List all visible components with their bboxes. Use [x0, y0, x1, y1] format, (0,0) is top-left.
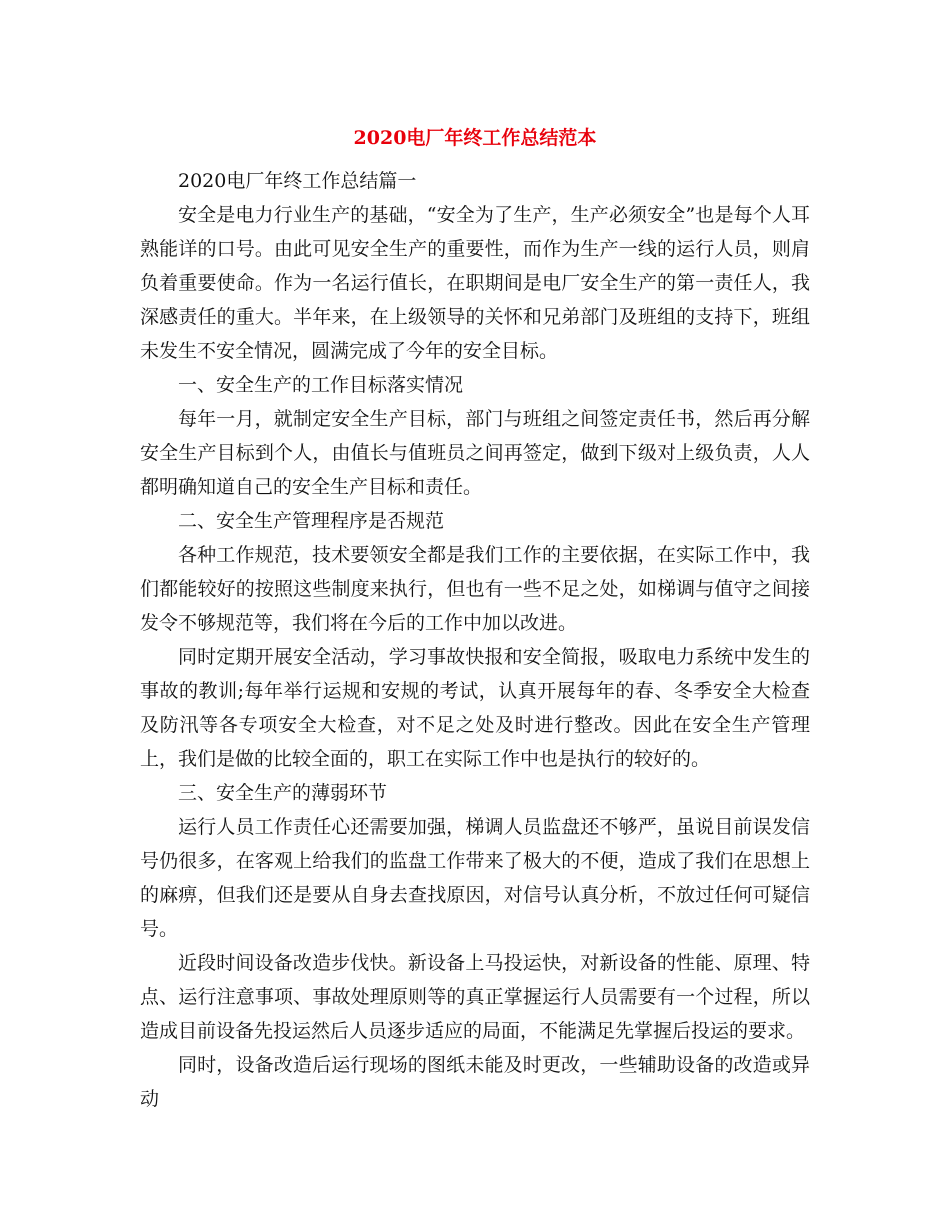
section-heading: 2020电厂年终工作总结篇一 [178, 170, 417, 192]
paragraph: 各种工作规范，技术要领安全都是我们工作的主要依据，在实际工作中，我们都能较好的按照这些制度来执行，但也有一些不足之处，如梯调与值守之间接发令不够规范等，我们将在今后的工作中加以改进。 [140, 544, 810, 634]
paragraph: 近段时间设备改造步伐快。新设备上马投运快，对新设备的性能、原理、特点、运行注意事项、事故处理原则等的真正掌握运行人员需要有一个过程，所以造成目前设备先投运然后人员逐步适应的局面，不能满足先掌握后投运的要求。 [140, 952, 810, 1042]
subsection-heading: 二、安全生产管理程序是否规范 [178, 510, 445, 532]
subsection-heading: 三、安全生产的薄弱环节 [178, 782, 388, 804]
paragraph: 同时，设备改造后运行现场的图纸未能及时更改，一些辅助设备的改造或异动 [140, 1054, 810, 1110]
paragraph: 每年一月，就制定安全生产目标，部门与班组之间签定责任书，然后再分解安全生产目标到个人，由值长与值班员之间再签定，做到下级对上级负责，人人都明确知道自己的安全生产目标和责任。 [140, 408, 810, 498]
document-title: 2020电厂年终工作总结范本 [353, 127, 597, 149]
paragraph: 同时定期开展安全活动，学习事故快报和安全简报，吸取电力系统中发生的事故的教训;每年举行运规和安规的考试，认真开展每年的春、冬季安全大检查及防汛等各专项安全大检查，对不足之处及时进行整改。因此在安全生产管理上，我们是做的比较全面的，职工在实际工作中也是执行的较好的。 [140, 646, 810, 770]
subsection-heading: 一、安全生产的工作目标落实情况 [178, 374, 464, 396]
document-body [140, 164, 810, 1116]
paragraph: 安全是电力行业生产的基础，“安全为了生产，生产必须安全”也是每个人耳熟能详的口号。由此可见安全生产的重要性，而作为生产一线的运行人员，则肩负着重要使命。作为一名运行值长，在职期间是电厂安全生产的第一责任人，我深感责任的重大。半年来，在上级领导的关怀和兄弟部门及班组的支持下，班组未发生不安全情况，圆满完成了今年的安全目标。 [140, 204, 810, 362]
paragraph: 运行人员工作责任心还需要加强，梯调人员监盘还不够严，虽说目前误发信号仍很多，在客观上给我们的监盘工作带来了极大的不便，造成了我们在思想上的麻痹，但我们还是要从自身去查找原因，对信号认真分析，不放过任何可疑信号。 [140, 816, 810, 940]
